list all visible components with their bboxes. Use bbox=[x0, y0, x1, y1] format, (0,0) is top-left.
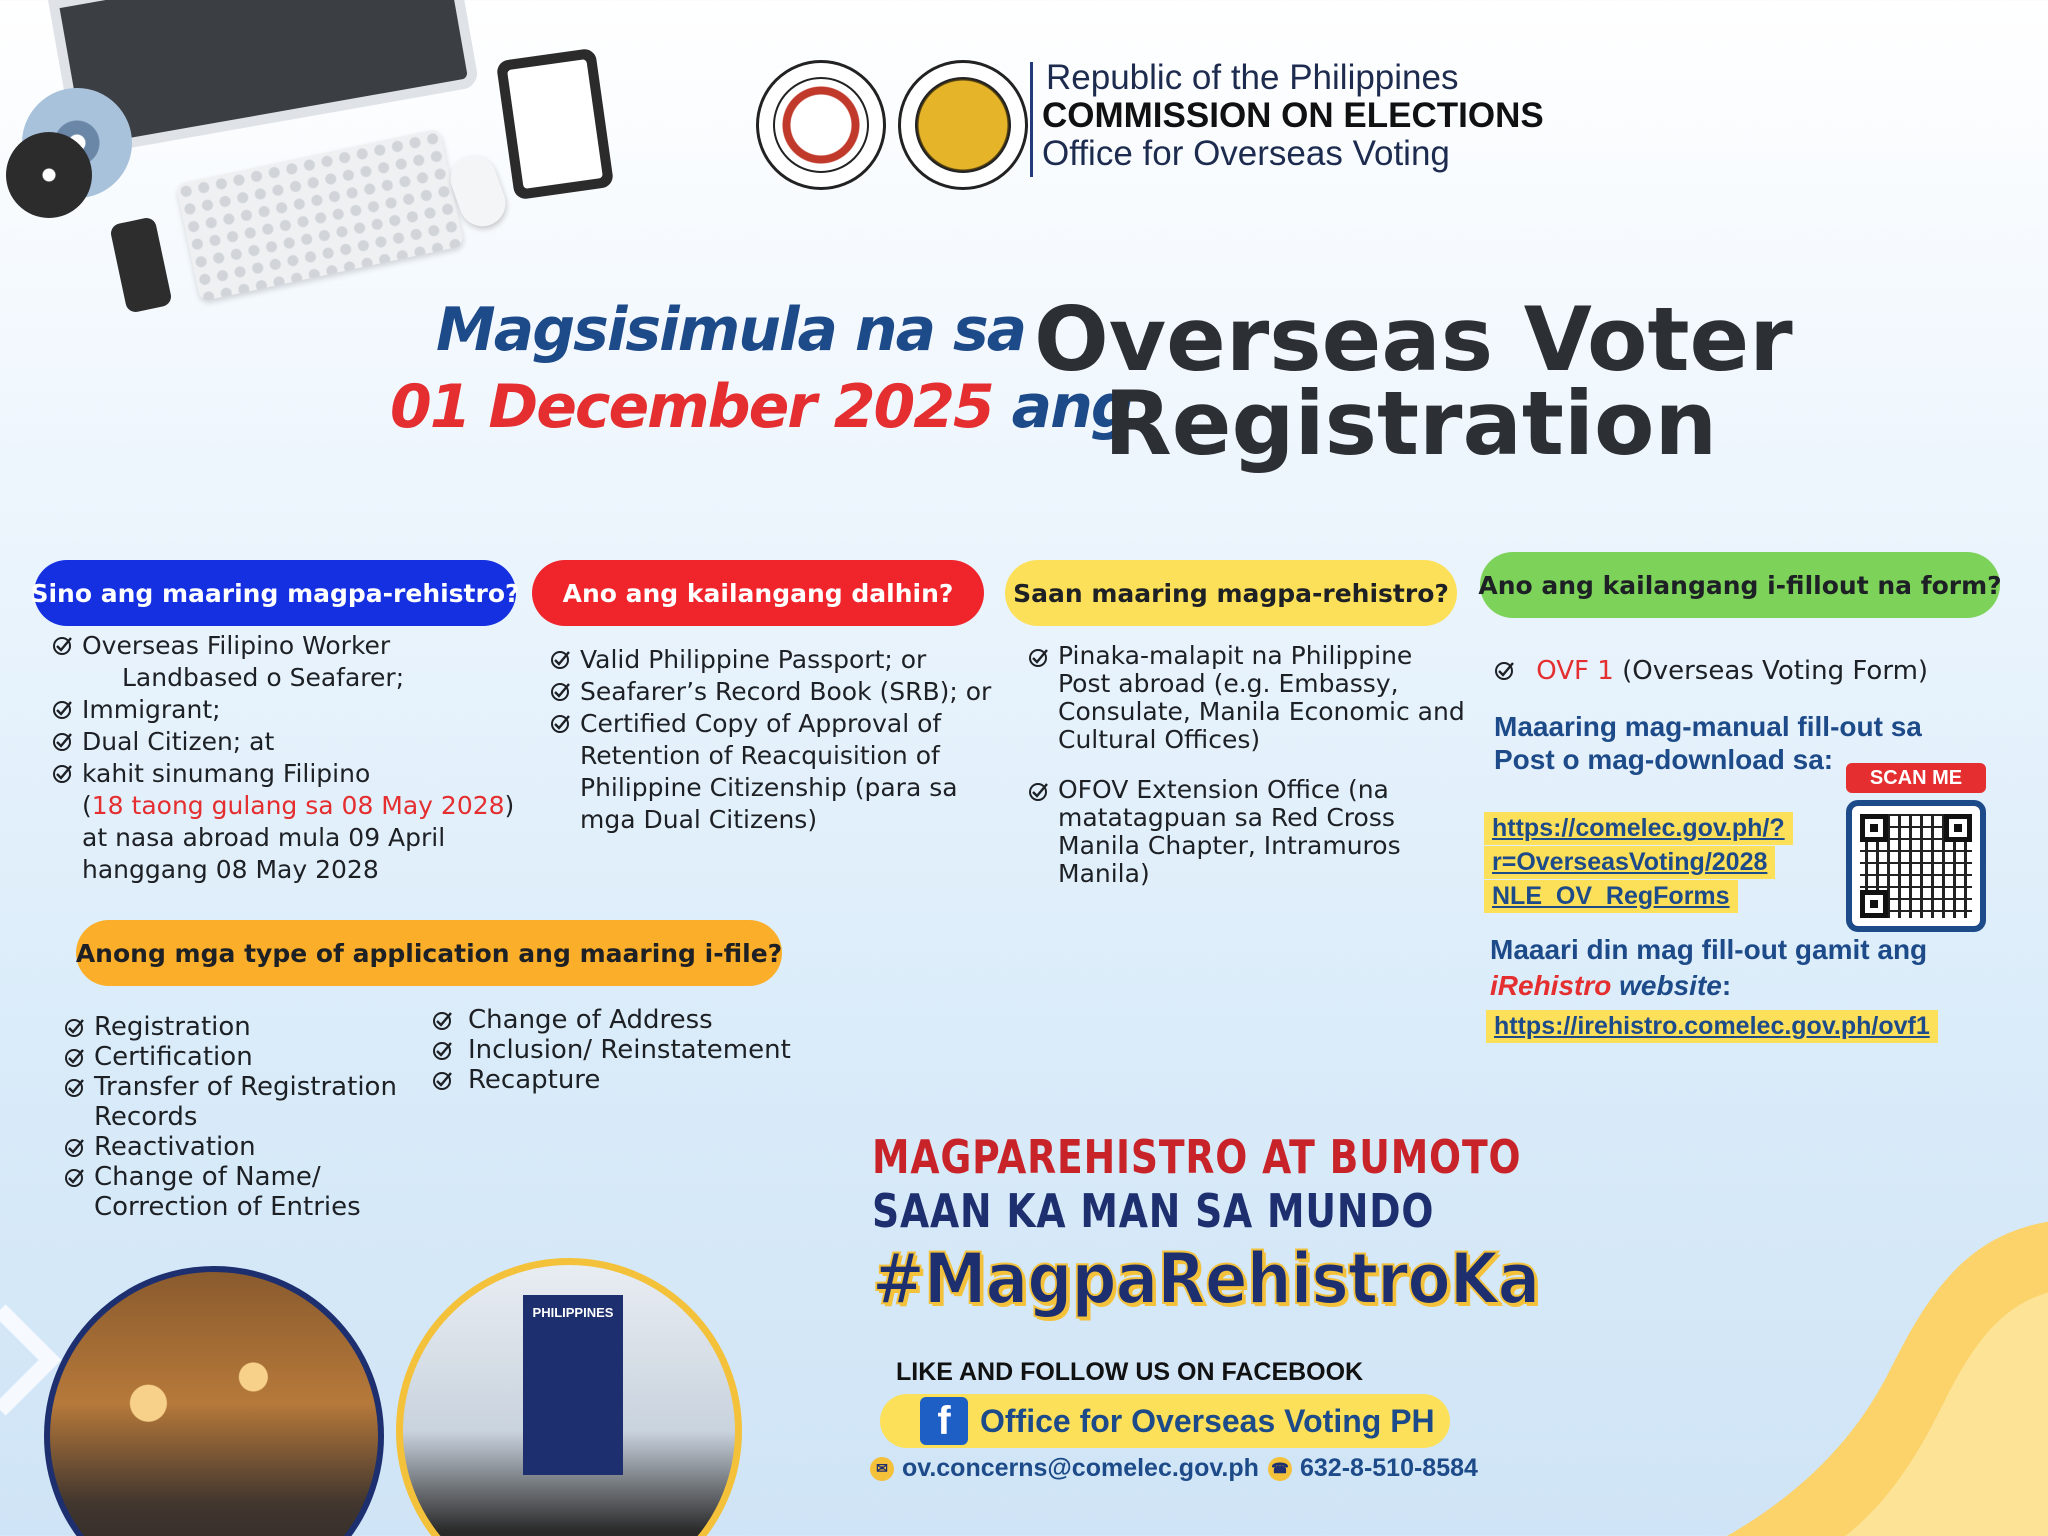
facebook-icon: f bbox=[920, 1397, 968, 1445]
title-line1: Overseas Voter bbox=[1034, 288, 1793, 391]
check-circle-icon bbox=[1028, 782, 1048, 802]
list-item: Seafarer’s Record Book (SRB); or bbox=[550, 676, 1020, 708]
list-item: Landbased o Seafarer; bbox=[122, 663, 405, 692]
check-circle-icon bbox=[1028, 648, 1048, 668]
phone-contact[interactable]: ☎ 632-8-510-8584 bbox=[1268, 1454, 1478, 1483]
types-list-col2 bbox=[432, 1005, 832, 1095]
list-item: Valid Philippine Passport; or bbox=[550, 644, 1020, 676]
period-note: at nasa abroad mula 09 April hanggang 08 May 2028 bbox=[82, 823, 446, 884]
disc-illustration-dark bbox=[6, 132, 92, 218]
check-circle-icon bbox=[64, 1078, 84, 1098]
banner: PHILIPPINES bbox=[523, 1295, 623, 1475]
list-item: Change of Name/ Correction of Entries bbox=[64, 1162, 444, 1222]
list-item: Recapture bbox=[432, 1065, 832, 1095]
check-circle-icon bbox=[52, 636, 72, 656]
title-line2: Registration bbox=[1104, 372, 1718, 475]
age-note: 18 taong gulang sa 08 May 2028 bbox=[91, 791, 505, 820]
list-item: Immigrant; bbox=[52, 694, 542, 726]
irehistro-note: Maaari din mag fill-out gamit ang iRehistro website: bbox=[1490, 934, 1928, 1001]
headline-start: Magsisimula na sa bbox=[436, 295, 1026, 365]
comelec-seal-logo bbox=[898, 60, 1028, 190]
check-circle-icon bbox=[432, 1071, 452, 1091]
arrow-decoration bbox=[0, 1300, 80, 1420]
form-heading: Ano ang kailangang i-fillout na form? bbox=[1480, 552, 2000, 618]
list-item: Dual Citizen; at bbox=[52, 726, 542, 758]
ovf-name: (Overseas Voting Form) bbox=[1622, 656, 1929, 686]
download-link-line3[interactable]: NLE_OV_RegForms bbox=[1484, 880, 1738, 913]
qr-code-icon bbox=[1846, 800, 1986, 932]
list-item bbox=[52, 822, 542, 886]
slogan-line2: SAAN KA MAN SA MUNDO bbox=[872, 1184, 1435, 1238]
keyboard-illustration bbox=[175, 128, 464, 302]
headline-date-line bbox=[390, 372, 1132, 442]
facebook-page-name: Office for Overseas Voting PH bbox=[980, 1402, 1435, 1439]
phone-icon: ☎ bbox=[1268, 1457, 1292, 1481]
office-label: Office for Overseas Voting bbox=[1042, 134, 1450, 173]
facebook-page-button[interactable] bbox=[880, 1394, 1450, 1448]
list-item: Certified Copy of Approval of Retention of Reacquisition of Philippine Citizenship (para sa mga Dual Citizens) bbox=[550, 708, 1020, 836]
check-circle-icon bbox=[64, 1048, 84, 1068]
scan-me-label: SCAN ME bbox=[1846, 763, 1986, 793]
commission-label: COMMISSION ON ELECTIONS bbox=[1042, 96, 1544, 135]
check-circle-icon bbox=[52, 764, 72, 784]
list-item: Inclusion/ Reinstatement bbox=[432, 1035, 832, 1065]
ovf-line bbox=[1494, 656, 1928, 686]
email-icon: ✉ bbox=[870, 1457, 894, 1481]
header-divider bbox=[1030, 62, 1033, 177]
check-circle-icon bbox=[52, 700, 72, 720]
irehistro-brand: iRehistro bbox=[1490, 970, 1612, 1001]
email-contact[interactable]: ✉ ov.concerns@comelec.gov.ph bbox=[870, 1454, 1259, 1483]
ovf-code: OVF 1 bbox=[1536, 656, 1614, 686]
types-list-col1 bbox=[64, 1012, 444, 1222]
registration-photo-2 bbox=[396, 1258, 742, 1536]
list-item: (18 taong gulang sa 08 May 2028) bbox=[82, 791, 515, 820]
types-heading: Anong mga type of application ang maaring i-file? bbox=[76, 920, 782, 986]
list-item: Reactivation bbox=[64, 1132, 444, 1162]
check-circle-icon bbox=[64, 1018, 84, 1038]
where-heading: Saan maaring magpa-rehistro? bbox=[1005, 560, 1457, 626]
registration-photo-1 bbox=[44, 1266, 384, 1536]
list-item: Change of Address bbox=[432, 1005, 832, 1035]
republic-label: Republic of the Philippines bbox=[1046, 58, 1459, 97]
check-circle-icon bbox=[1494, 661, 1514, 681]
dfa-seal-logo bbox=[756, 60, 886, 190]
check-circle-icon bbox=[432, 1011, 452, 1031]
check-circle-icon bbox=[550, 682, 570, 702]
check-circle-icon bbox=[64, 1168, 84, 1188]
download-link-line2[interactable]: r=OverseasVoting/2028 bbox=[1484, 846, 1775, 879]
list-item: Registration bbox=[64, 1012, 444, 1042]
headline-date: 01 December 2025 bbox=[390, 372, 993, 442]
list-item: kahit sinumang Filipino bbox=[52, 758, 542, 790]
hashtag: #MagpaRehistroKa bbox=[872, 1238, 1540, 1320]
download-link-line1[interactable]: https://comelec.gov.ph/? bbox=[1484, 812, 1793, 845]
irehistro-link[interactable]: https://irehistro.comelec.gov.ph/ovf1 bbox=[1486, 1010, 1938, 1043]
who-list bbox=[52, 630, 542, 886]
bring-list bbox=[550, 644, 1020, 836]
list-item: Overseas Filipino Worker bbox=[52, 630, 542, 662]
tablet-illustration bbox=[496, 48, 615, 201]
check-circle-icon bbox=[550, 650, 570, 670]
check-circle-icon bbox=[64, 1138, 84, 1158]
bring-heading: Ano ang kailangang dalhin? bbox=[532, 560, 984, 626]
manual-note: Maaaring mag-manual fill-out sa Post o mag-download sa: bbox=[1494, 711, 1922, 775]
slogan-line1: MAGPAREHISTRO AT BUMOTO bbox=[872, 1130, 1522, 1184]
who-heading: Sino ang maaring magpa-rehistro? bbox=[34, 560, 516, 626]
check-circle-icon bbox=[432, 1041, 452, 1061]
phone-illustration bbox=[109, 216, 173, 314]
list-item: OFOV Extension Office (na matatagpuan sa Red Cross Manila Chapter, Intramuros Manila) bbox=[1028, 776, 1468, 888]
swoosh-decoration bbox=[1640, 1200, 2048, 1536]
check-circle-icon bbox=[52, 732, 72, 752]
list-item: Pinaka-malapit na Philippine Post abroad (e.g. Embassy, Consulate, Manila Economic and Cultural Offices) bbox=[1028, 642, 1468, 754]
where-list bbox=[1028, 642, 1468, 910]
check-circle-icon bbox=[550, 714, 570, 734]
list-item: Certification bbox=[64, 1042, 444, 1072]
follow-label: LIKE AND FOLLOW US ON FACEBOOK bbox=[896, 1358, 1364, 1386]
list-item: Transfer of Registration Records bbox=[64, 1072, 444, 1132]
headline-ang: ang bbox=[1011, 372, 1132, 442]
